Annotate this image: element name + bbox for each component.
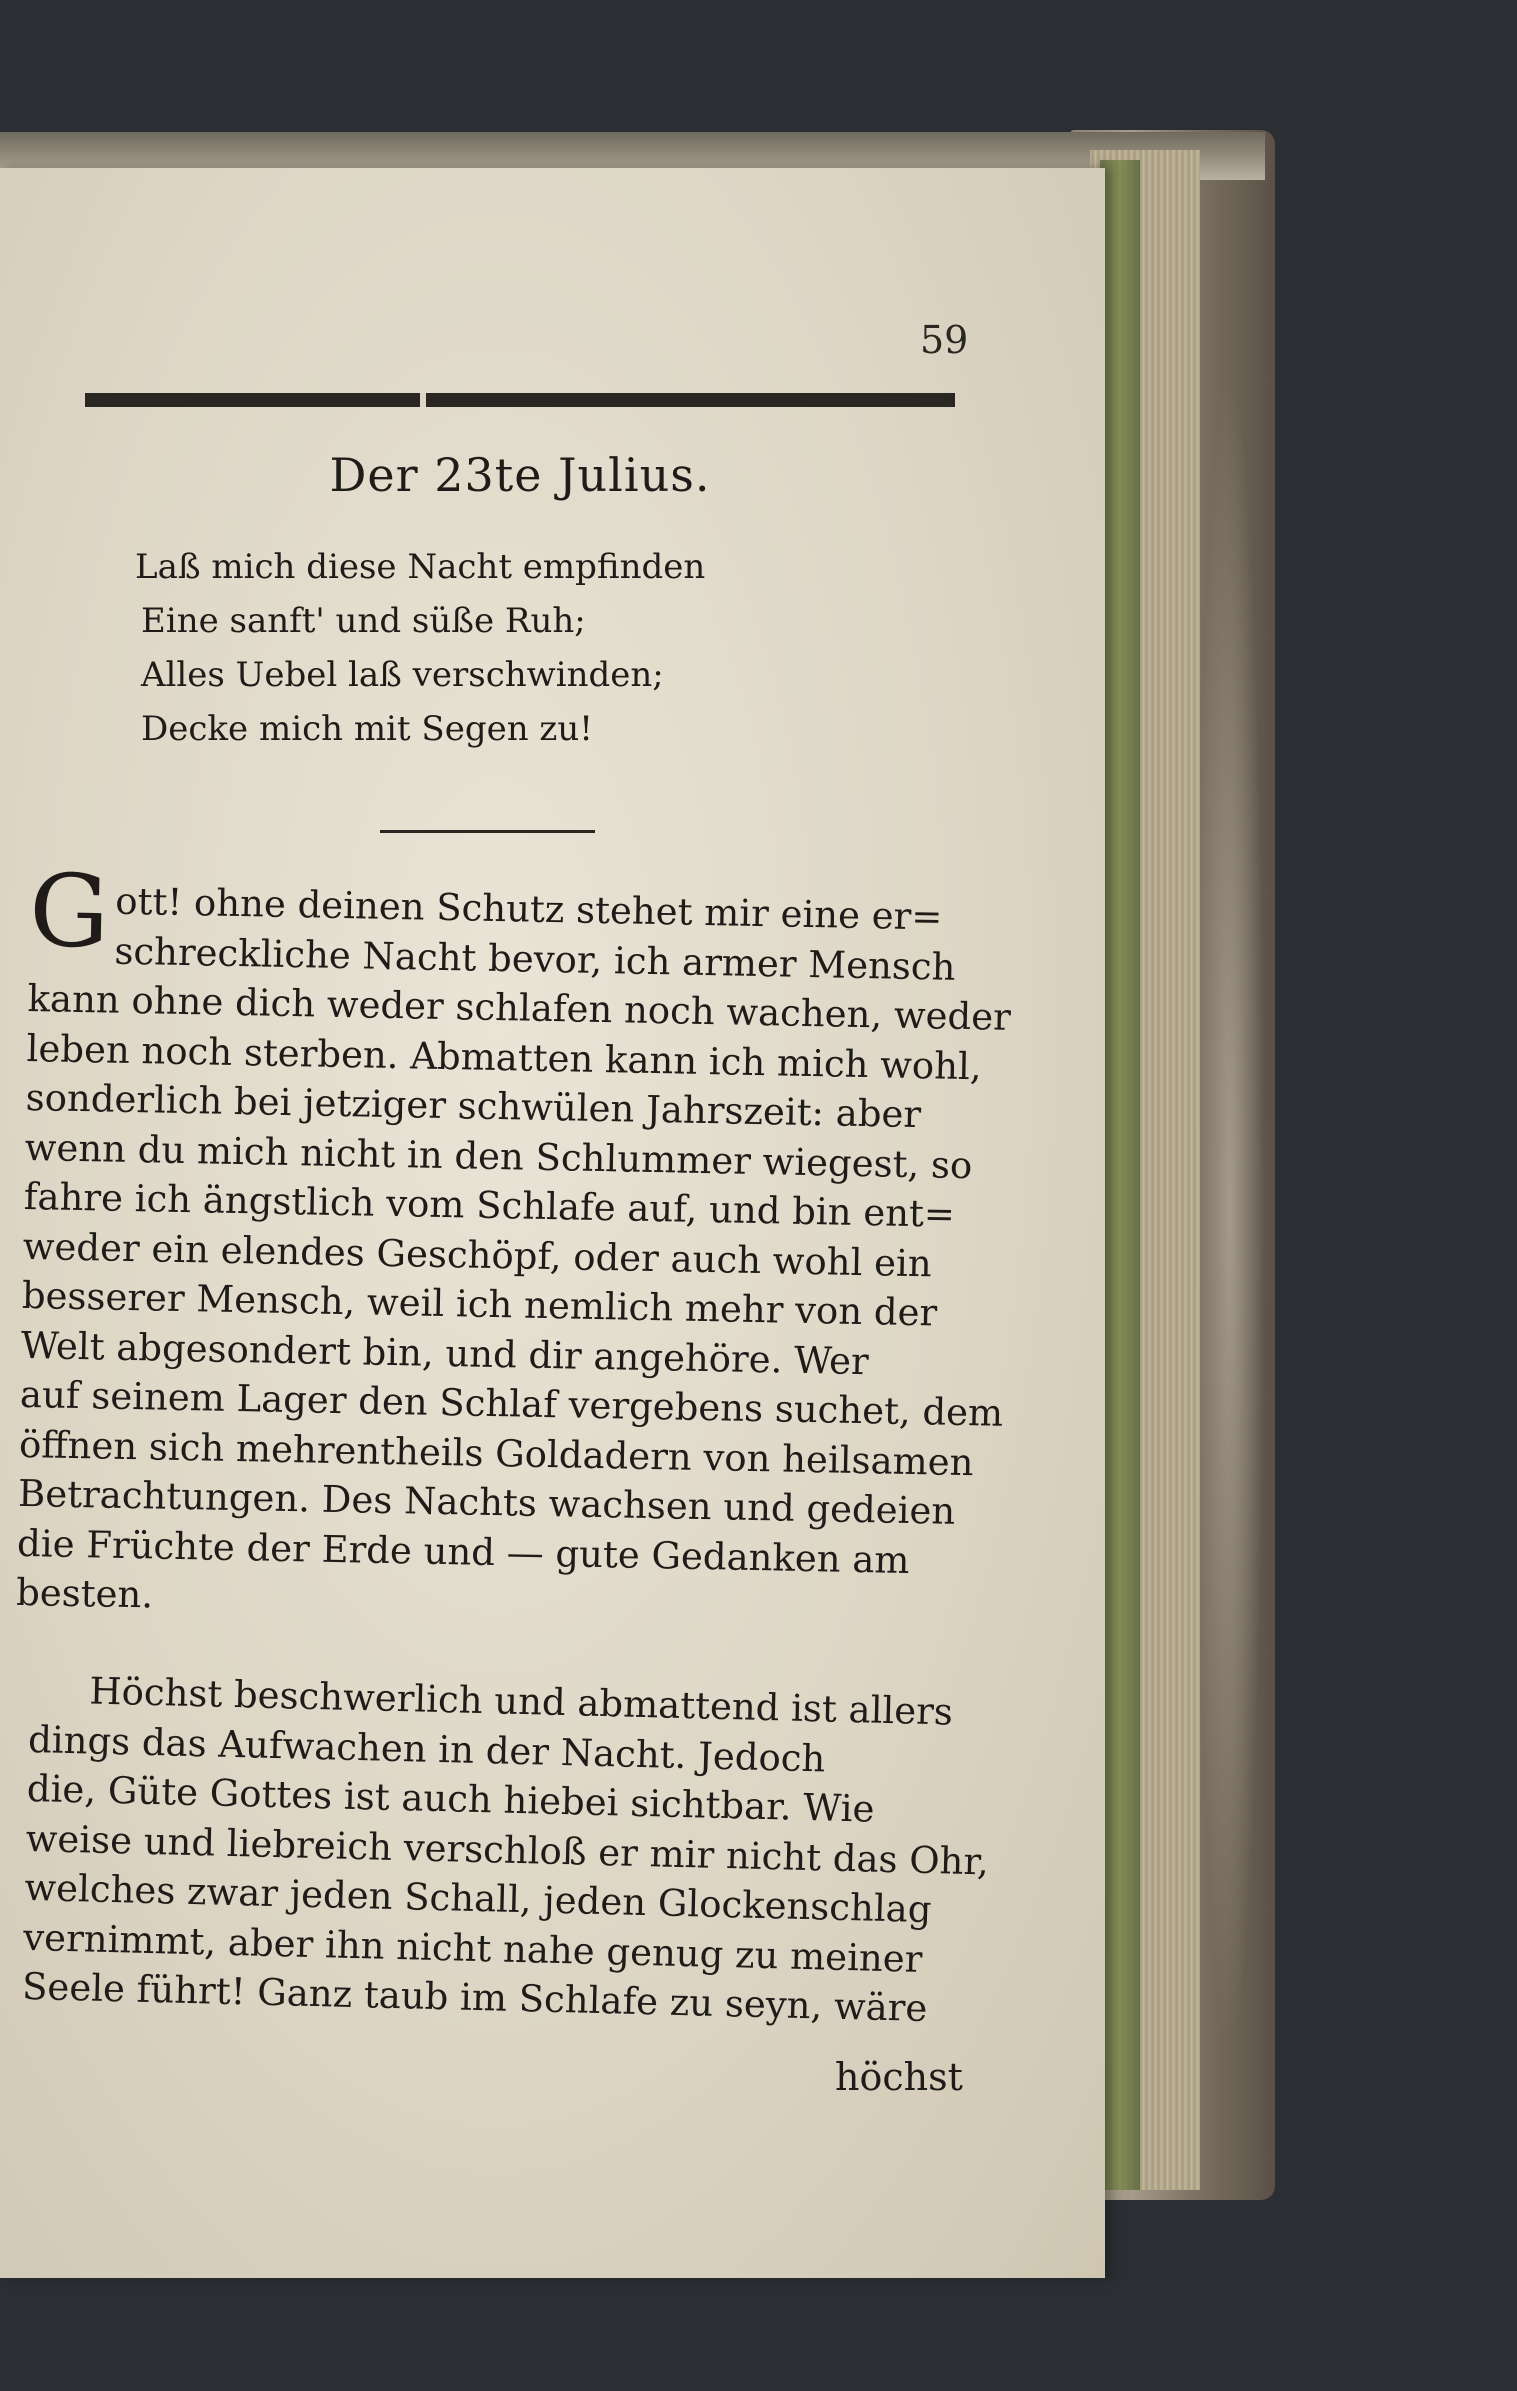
- text-line: Höchst beschwerlich und abmattend ist allers: [88, 1669, 954, 1734]
- text-line: besserer Mensch, weil ich nemlich mehr von der: [21, 1273, 938, 1335]
- text-line: welches zwar jeden Schall, jeden Glockenschlag: [24, 1865, 932, 1932]
- text-line: weise und liebreich verschloß er mir nicht das Ohr,: [25, 1816, 990, 1883]
- text-line: öffnen sich mehrentheils Goldadern von heilsamen: [18, 1422, 974, 1484]
- text-line: Betrachtungen. Des Nachts wachsen und gedeien: [17, 1471, 956, 1533]
- text-line: weder ein elendes Geschöpf, oder auch wohl ein: [22, 1224, 933, 1285]
- page-heading: Der 23te Julius.: [329, 448, 711, 502]
- header-rule: [85, 393, 955, 407]
- text-line: vernimmt, aber ihn nicht nahe genug zu meiner: [22, 1915, 923, 1981]
- paragraph-2: [21, 1665, 990, 2034]
- paragraph-1: [15, 852, 1012, 1635]
- cover-stain: [1195, 360, 1265, 2060]
- text-line: fahre ich ängstlich vom Schlafe auf, und bin ent=: [23, 1174, 956, 1236]
- text-line: kann ohne dich weder schlafen noch wachen, weder: [27, 976, 1012, 1039]
- text-line: Seele führt! Ganz taub im Schlafe zu seyn, wäre: [21, 1964, 928, 2031]
- catchword: höchst: [835, 2055, 963, 2099]
- text-line: schreckliche Nacht bevor, ich armer Mensch: [114, 929, 956, 989]
- text-line: die, Güte Gottes ist auch hiebei sichtbar. Wie: [26, 1766, 875, 1831]
- page-edge-green: [1100, 160, 1140, 2190]
- text-line: Welt abgesondert bin, und dir angehöre. Wer: [20, 1323, 870, 1383]
- text-line: ott! ohne deinen Schutz stehet mir eine er=: [114, 879, 943, 939]
- text-line: besten.: [15, 1570, 154, 1617]
- verse-line: Alles Uebel laß verschwinden;: [141, 655, 664, 695]
- verse-line: Laß mich diese Nacht empfinden: [135, 547, 706, 587]
- section-divider: [380, 830, 595, 833]
- verse-block: [135, 540, 835, 756]
- text-line: wenn du mich nicht in den Schlummer wiegest, so: [24, 1125, 973, 1187]
- text-line: leben noch sterben. Abmatten kann ich mich wohl,: [26, 1026, 983, 1088]
- text-line: die Früchte der Erde und — gute Gedanken am: [16, 1521, 910, 1582]
- text-line: sonderlich bei jetziger schwülen Jahrszeit: aber: [25, 1075, 922, 1137]
- verse-line: Eine sanft' und süße Ruh;: [141, 601, 586, 641]
- text-line: auf seinem Lager den Schlaf vergebens suchet, dem: [19, 1372, 1004, 1435]
- drop-cap: G: [28, 852, 111, 971]
- page-number: 59: [920, 318, 969, 362]
- verse-line: Decke mich mit Segen zu!: [141, 709, 593, 749]
- text-line: dings das Aufwachen in der Nacht. Jedoch: [27, 1717, 826, 1780]
